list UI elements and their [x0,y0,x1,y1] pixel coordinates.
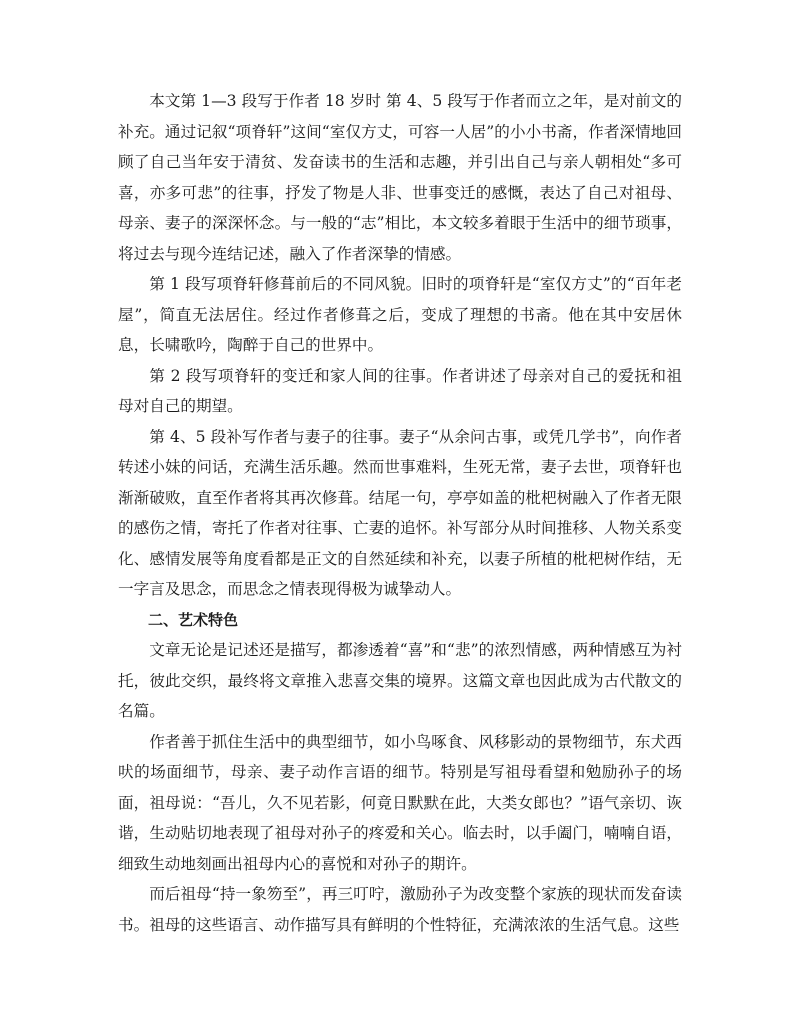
paragraph-details: 作者善于抓住生活中的典型细节，如小鸟啄食、风移影动的景物细节，东犬西吠的场面细节，母亲、妻子动作言语的细节。特别是写祖母看望和勉励孙子的场面，祖母说：“吾儿，久不见若影，何竟日默默在此，大类女郎也？”语气亲切、诙谐，生动贴切地表现了祖母对孙子的疼爱和关心。临去时，以手阖门，喃喃自语，细致生动地刻画出祖母内心的喜悦和对孙子的期许。 [118,732,682,873]
paragraph-emotion: 文章无论是记述还是描写，都渗透着“喜”和“悲”的浓烈情感，两种情感互为衬托，彼此交织，最终将文章推入悲喜交集的境界。这篇文章也因此成为古代散文的名篇。 [118,641,682,720]
paragraph-section-2: 第 2 段写项脊轩的变迁和家人间的往事。作者讲述了母亲对自己的爱抚和祖母对自己的期望。 [118,366,682,415]
section-heading-artistic-features: 二、艺术特色 [148,610,239,629]
paragraph-section-4-5: 第 4、5 段补写作者与妻子的往事。妻子“从余问古事，或凭几学书”，向作者转述小妹的问话，充满生活乐趣。然而世事难料，生死无常，妻子去世，项脊轩也渐渐破败，直至作者将其再次修葺。结尾一句，亭亭如盖的枇杷树融入了作者无限的感伤之情，寄托了作者对往事、亡妻的追怀。补写部分从时间推移、人物关系变化、感情发展等角度看都是正文的自然延续和补充，以妻子所植的枇杷树作结，无一字言及思念，而思念之情表现得极为诚挚动人。 [118,427,682,598]
paragraph-section-1: 第 1 段写项脊轩修葺前后的不同风貌。旧时的项脊轩是“室仅方丈”的“百年老屋”，简直无法居住。经过作者修葺之后，变成了理想的书斋。他在其中安居休息，长啸歌吟，陶醉于自己的世界中。 [118,275,682,354]
paragraph-summary: 本文第 1—3 段写于作者 18 岁时 第 4、5 段写于作者而立之年，是对前文的补充。通过记叙“项脊轩”这间“室仅方丈，可容一人居”的小小书斋，作者深情地回顾了自己当年安于清贫、发奋读书的生活和志趣，并引出自己与亲人朝相处“多可喜，亦多可悲”的往事，抒发了物是人非、世事变迁的感慨，表达了自己对祖母、母亲、妻子的深深怀念。与一般的“志”相比，本文较多着眼于生活中的细节琐事，将过去与现今连结记述，融入了作者深挚的情感。 [118,92,682,263]
paragraph-grandmother: 而后祖母“持一象笏至”，再三叮咛，激励孙子为改变整个家族的现状而发奋读书。祖母的这些语言、动作描写具有鲜明的个性特征，充满浓浓的生活气息。这些 [118,885,682,934]
document-body [118,86,682,940]
